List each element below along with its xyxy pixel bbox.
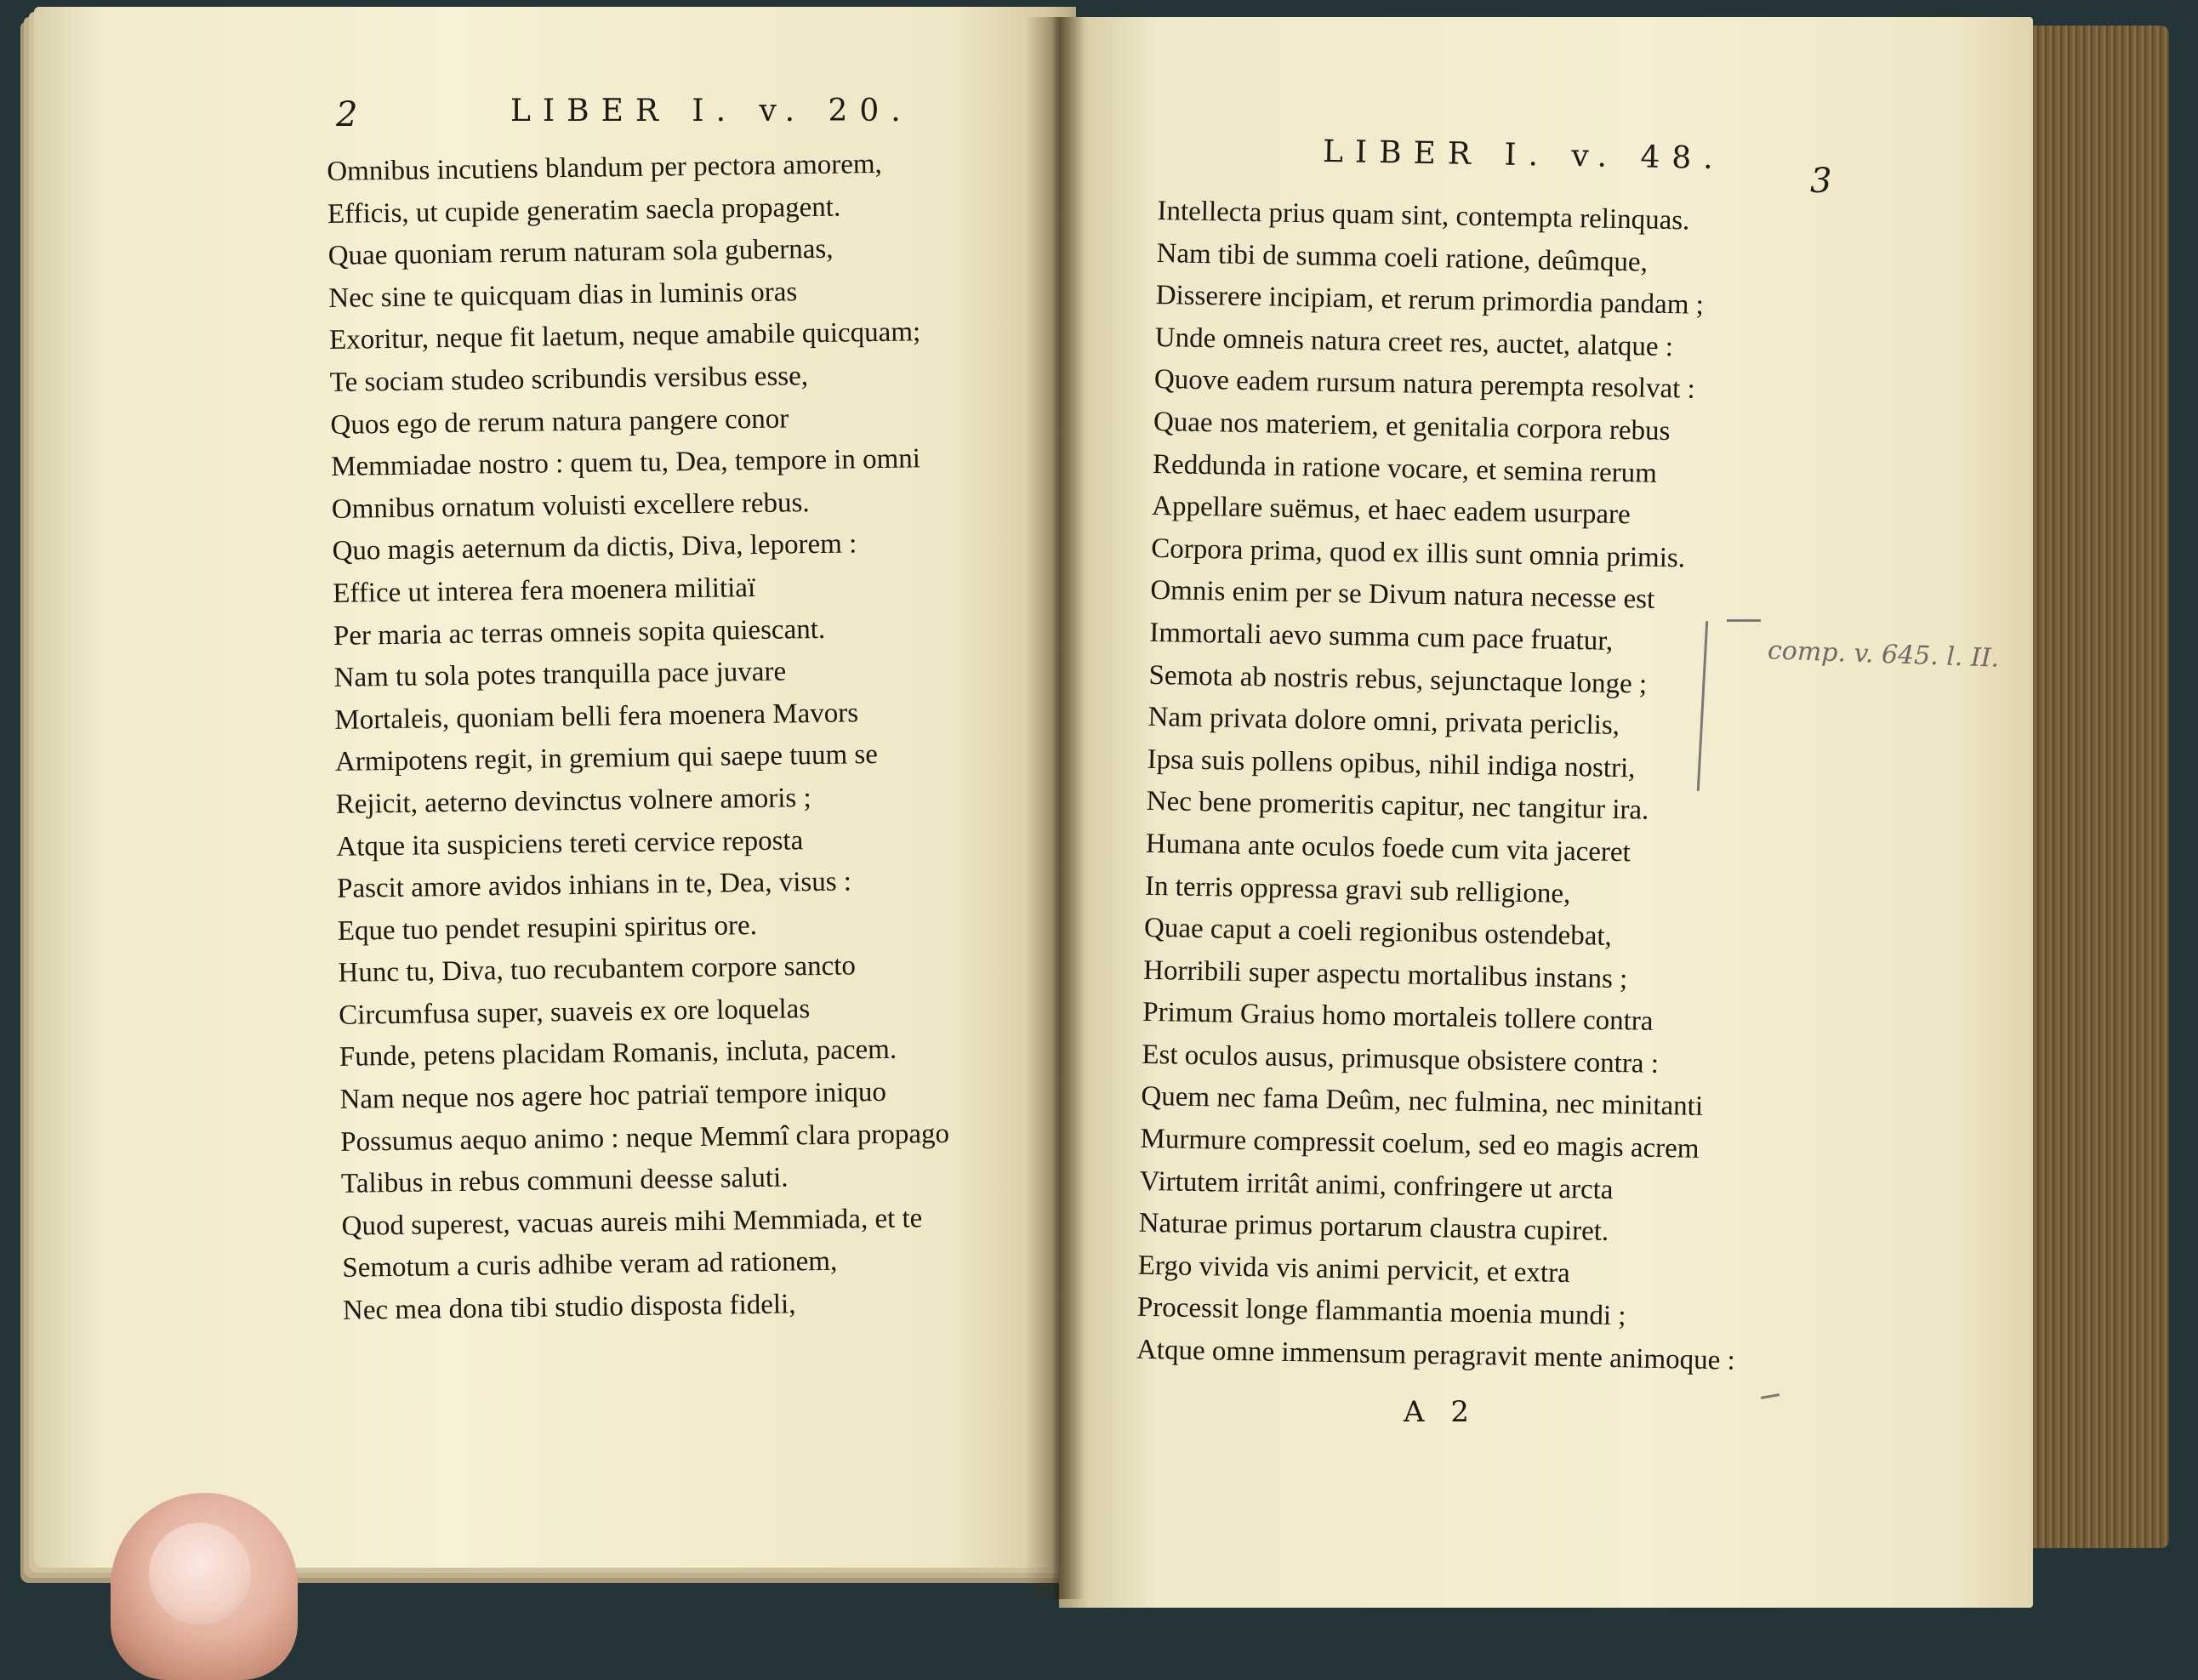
left-folio: 2 xyxy=(336,95,358,134)
verse-line: Humana ante oculos foede cum vita jaceret xyxy=(1145,828,1631,868)
verse-line: Appellare suëmus, et haec eadem usurpare xyxy=(1151,491,1631,531)
verse-line: Horribili super aspectu mortalibus instans ; xyxy=(1142,954,1628,994)
gutter-shadow xyxy=(1025,17,1085,1599)
verse-line: Nam tibi de summa coeli ratione, deûmque, xyxy=(1156,237,1648,278)
page-edges xyxy=(2033,26,2169,1548)
verse-line: Ipsa suis pollens opibus, nihil indiga nostri, xyxy=(1147,743,1636,784)
left-running-header: LIBER I. v. 20. xyxy=(510,94,913,128)
verse-line: Quos ego de rerum natura pangere conor xyxy=(330,403,789,441)
verse-line: Quo magis aeternum da dictis, Diva, leporem : xyxy=(332,528,857,567)
verse-line: Processit longe flammantia moenia mundi ; xyxy=(1136,1292,1626,1332)
verse-line: Reddunda in ratione vocare, et semina rerum xyxy=(1152,448,1658,489)
verse-line: Nec sine te quicquam dias in luminis oras xyxy=(328,276,798,314)
margin-note: comp. v. 645. l. II. xyxy=(1767,635,2000,674)
verse-line: Nec bene promeritis capitur, nec tangitur ira. xyxy=(1146,786,1649,827)
verse-line: Per maria ac terras omneis sopita quiescant. xyxy=(333,613,826,652)
verse-line: Omnis enim per se Divum natura necesse est xyxy=(1150,575,1655,616)
verse-line: Quod superest, vacuas aureis mihi Memmiada, et te xyxy=(341,1203,923,1242)
right-running-header: LIBER I. v. 48. xyxy=(1322,134,1726,177)
verse-line: Semotum a curis adhibe veram ad rationem, xyxy=(342,1246,838,1284)
verse-line: Quem nec fama Deûm, nec fulmina, nec minitanti xyxy=(1141,1081,1704,1123)
verse-line: Quae nos materiem, et genitalia corpora rebus xyxy=(1153,406,1671,447)
verse-line: Circumfusa super, suaveis ex ore loquelas xyxy=(338,994,811,1031)
thumbnail-nail xyxy=(149,1523,251,1625)
verse-line: Funde, petens placidam Romanis, incluta, pacem. xyxy=(339,1034,897,1073)
verse-line: Talibus in rebus communi deesse saluti. xyxy=(340,1162,789,1200)
verse-line: Ergo vivida vis animi pervicit, et extra xyxy=(1137,1250,1571,1289)
signature-mark: A 2 xyxy=(1404,1395,1478,1429)
verse-line: Armipotens regit, in gremium qui saepe tuum se xyxy=(334,739,879,778)
verse-line: Omnibus ornatum voluisti excellere rebus. xyxy=(331,487,810,525)
verse-line: Eque tuo pendet resupini spiritus ore. xyxy=(337,909,758,947)
verse-line: Quove eadem rursum natura perempta resolvat : xyxy=(1153,364,1696,405)
verse-line: Semota ab nostris rebus, sejunctaque longe ; xyxy=(1148,659,1648,700)
verse-line: Pascit amore avidos inhians in te, Dea, visus : xyxy=(336,866,852,905)
verse-line: Hunc tu, Diva, tuo recubantem corpore sancto xyxy=(338,950,857,989)
verse-line: Possumus aequo animo : neque Memmî clara propago xyxy=(340,1118,950,1158)
verse-line: Corpora prima, quod ex illis sunt omnia primis. xyxy=(1150,532,1686,574)
verse-line: Naturae primus portarum claustra cupiret. xyxy=(1138,1208,1609,1248)
pencil-dash xyxy=(1727,619,1761,622)
verse-line: Efficis, ut cupide generatim saecla propagent. xyxy=(327,191,841,230)
verse-line: Disserere incipiam, et rerum primordia pandam ; xyxy=(1155,280,1705,321)
left-verse-list xyxy=(327,143,952,1332)
verse-line: Te sociam studeo scribundis versibus esse, xyxy=(329,361,809,398)
verse-line: In terris oppressa gravi sub relligione, xyxy=(1144,870,1571,909)
verse-line: Nam tu sola potes tranquilla pace juvare xyxy=(333,656,787,694)
verse-line: Mortaleis, quoniam belli fera moenera Mavors xyxy=(334,698,859,736)
verse-line: Primum Graius homo mortaleis tollere contra xyxy=(1142,997,1654,1038)
verse-line: Quae quoniam rerum naturam sola gubernas, xyxy=(327,233,834,272)
right-verse-list xyxy=(1136,191,1757,1382)
verse-line: Est oculos ausus, primusque obsistere contra : xyxy=(1142,1039,1660,1079)
verse-line: Effice ut interea fera moenera militiaï xyxy=(333,572,756,609)
verse-line: Intellecta prius quam sint, contempta relinquas. xyxy=(1157,195,1690,236)
verse-line: Exoritur, neque fit laetum, neque amabile quicquam; xyxy=(328,316,921,356)
verse-line: Omnibus incutiens blandum per pectora amorem, xyxy=(327,148,883,187)
verse-line: Unde omneis natura creet res, auctet, alatque : xyxy=(1154,322,1674,362)
verse-line: Atque omne immensum peragravit mente animoque : xyxy=(1136,1334,1736,1376)
verse-line: Nam neque nos agere hoc patriaï tempore iniquo xyxy=(339,1076,887,1115)
verse-line: Immortali aevo summa cum pace fruatur, xyxy=(1149,617,1614,657)
verse-line: Nec mea dona tibi studio disposta fideli, xyxy=(342,1289,796,1326)
verse-line: Virtutem irritât animi, confringere ut arcta xyxy=(1139,1165,1614,1205)
verse-line: Quae caput a coeli regionibus ostendebat, xyxy=(1143,912,1613,953)
right-folio: 3 xyxy=(1810,162,1832,201)
verse-line: Memmiadae nostro : quem tu, Dea, tempore in omni xyxy=(330,443,921,483)
verse-line: Nam privata dolore omni, privata periclis, xyxy=(1147,702,1620,742)
verse-line: Rejicit, aeterno devinctus volnere amoris ; xyxy=(335,783,811,820)
verse-line: Atque ita suspiciens tereti cervice reposta xyxy=(336,824,804,863)
verse-line: Murmure compressit coelum, sed eo magis acrem xyxy=(1140,1123,1700,1165)
